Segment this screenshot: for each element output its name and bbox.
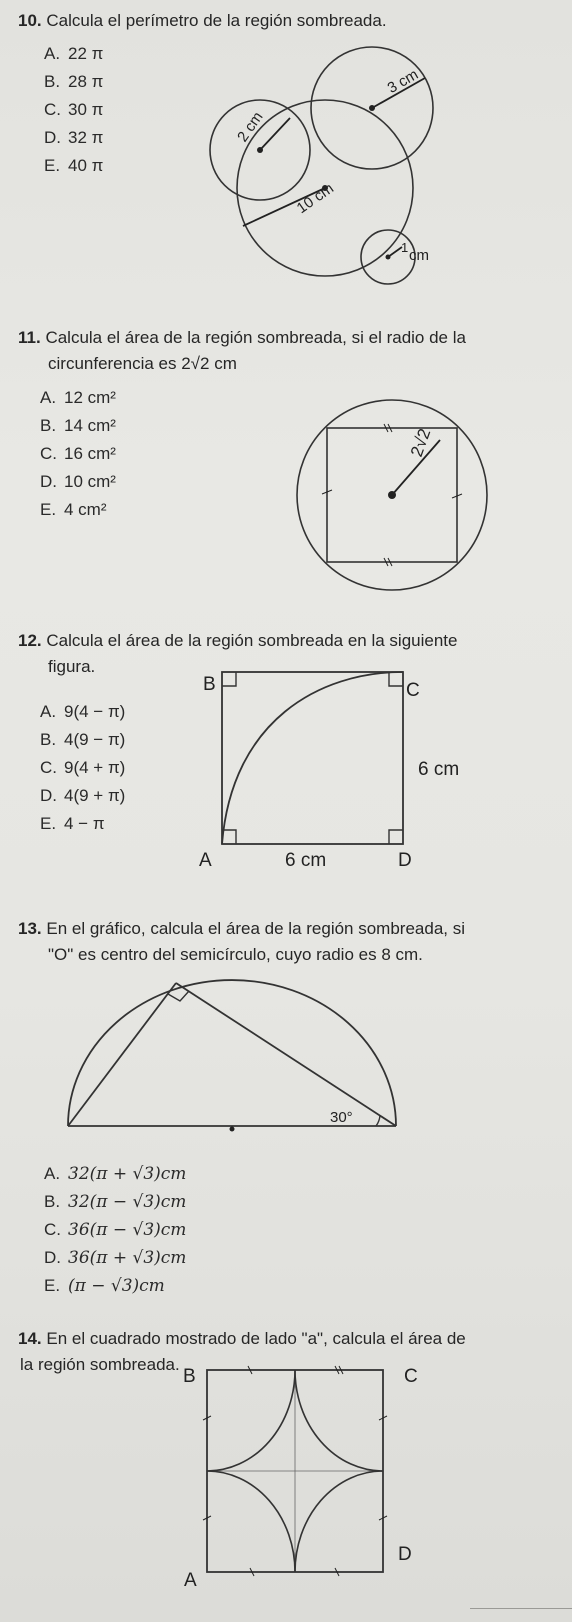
option-text: 4(9 + π) <box>64 786 126 805</box>
option-text: (π − √3)cm <box>68 1276 165 1296</box>
option-c[interactable] <box>40 754 125 782</box>
option-text: 10 cm² <box>64 472 116 491</box>
option-letter: C. <box>44 100 61 119</box>
option-text: 22 π <box>68 44 104 63</box>
option-text: 9(4 − π) <box>64 702 126 721</box>
option-letter: C. <box>40 444 57 463</box>
option-text: 28 π <box>68 72 104 91</box>
question-number: 14. <box>18 1329 42 1348</box>
chord-left <box>68 983 176 1126</box>
question-statement-2: circunferencia es 2√2 cm <box>48 354 237 373</box>
option-text: 4 − π <box>64 814 105 833</box>
option-d[interactable] <box>44 1244 186 1272</box>
arc-top-right <box>295 1370 383 1471</box>
option-e[interactable] <box>40 810 125 838</box>
option-text: 36(π + √3)cm <box>68 1248 187 1268</box>
center-dot <box>388 491 396 499</box>
option-letter: B. <box>40 730 57 749</box>
angle-label: 30° <box>330 1109 353 1126</box>
question-11-text <box>18 325 466 377</box>
center-dot <box>386 255 391 260</box>
option-text: 32 π <box>68 128 104 147</box>
option-letter: D. <box>40 786 57 805</box>
label-10cm: 10 cm <box>293 179 337 218</box>
chord-right <box>176 983 396 1126</box>
options-list <box>44 1160 186 1300</box>
option-letter: B. <box>44 72 61 91</box>
option-text: 14 cm² <box>64 416 116 435</box>
question-statement: Calcula el área de la región sombreada, si el radio de la <box>45 328 466 347</box>
vertex-b: B <box>203 674 216 695</box>
question-statement-2: "O" es centro del semicírculo, cuyo radio es 8 cm. <box>48 945 423 964</box>
center-o-dot <box>230 1127 235 1132</box>
question-statement-2: la región sombreada. <box>20 1355 180 1374</box>
question-number: 11. <box>18 328 41 347</box>
option-letter: D. <box>44 1248 61 1267</box>
option-text: 4(9 − π) <box>64 730 126 749</box>
option-b[interactable] <box>40 412 116 440</box>
label-radius: 2√2 <box>406 426 435 460</box>
option-letter: C. <box>40 758 57 777</box>
options-list <box>40 698 125 838</box>
option-c[interactable] <box>40 440 116 468</box>
label-3cm: 3 cm <box>384 65 422 97</box>
question-number: 12. <box>18 631 42 650</box>
options-list <box>40 384 116 524</box>
question-statement: Calcula el área de la región sombreada en la siguiente <box>46 631 458 650</box>
question-statement-2: figura. <box>48 657 96 676</box>
option-a[interactable] <box>40 384 116 412</box>
question-number: 10. <box>18 11 42 30</box>
option-text: 12 cm² <box>64 388 116 407</box>
arc-top-left <box>207 1370 295 1471</box>
label-cm: cm <box>409 247 429 264</box>
option-e[interactable] <box>40 496 116 524</box>
vertex-d: D <box>398 850 412 871</box>
question-statement: Calcula el perímetro de la región sombreada. <box>46 11 387 30</box>
option-c[interactable] <box>44 1216 186 1244</box>
option-a[interactable] <box>40 698 125 726</box>
option-text: 40 π <box>68 156 104 175</box>
option-text: 30 π <box>68 100 104 119</box>
option-b[interactable] <box>44 1188 186 1216</box>
option-letter: A. <box>44 1164 61 1183</box>
option-text: 4 cm² <box>64 500 107 519</box>
option-d[interactable] <box>40 468 116 496</box>
option-letter: A. <box>40 702 57 721</box>
vertex-a: A <box>184 1570 197 1591</box>
question-statement: En el cuadrado mostrado de lado "a", calcula el área de <box>46 1329 466 1348</box>
vertex-b: B <box>183 1366 196 1387</box>
option-letter: C. <box>44 1220 61 1239</box>
option-letter: D. <box>44 128 61 147</box>
quarter-arc <box>222 672 403 844</box>
arc-bottom-left <box>207 1471 295 1572</box>
vertex-d: D <box>398 1544 412 1565</box>
divider <box>470 1608 572 1609</box>
option-a[interactable] <box>44 1160 186 1188</box>
option-letter: B. <box>40 416 57 435</box>
label-2cm: 2 cm <box>234 108 267 146</box>
option-text: 16 cm² <box>64 444 116 463</box>
option-letter: E. <box>40 814 57 833</box>
option-text: 32(π − √3)cm <box>68 1192 187 1212</box>
option-b[interactable] <box>40 726 125 754</box>
option-e[interactable] <box>44 1272 186 1300</box>
arc-bottom-right <box>295 1471 383 1572</box>
option-text: 36(π − √3)cm <box>68 1220 187 1240</box>
option-text: 32(π + √3)cm <box>68 1164 187 1184</box>
vertex-c: C <box>406 680 420 701</box>
label-1: 1 <box>401 240 409 255</box>
question-13-text <box>18 916 465 968</box>
option-letter: E. <box>44 1276 61 1295</box>
side-label-bottom: 6 cm <box>285 850 327 871</box>
square <box>222 672 403 844</box>
side-label-right: 6 cm <box>418 759 460 780</box>
option-letter: E. <box>40 500 57 519</box>
vertex-c: C <box>404 1366 418 1387</box>
option-letter: E. <box>44 156 61 175</box>
question-number: 13. <box>18 919 42 938</box>
option-text: 9(4 + π) <box>64 758 126 777</box>
radius-1 <box>388 247 402 257</box>
option-letter: A. <box>44 44 61 63</box>
semicircle-arc <box>68 980 396 1126</box>
option-letter: A. <box>40 388 57 407</box>
option-letter: B. <box>44 1192 61 1211</box>
option-letter: D. <box>40 472 57 491</box>
vertex-a: A <box>199 850 212 871</box>
question-statement: En el gráfico, calcula el área de la región sombreada, si <box>46 919 465 938</box>
option-d[interactable] <box>40 782 125 810</box>
